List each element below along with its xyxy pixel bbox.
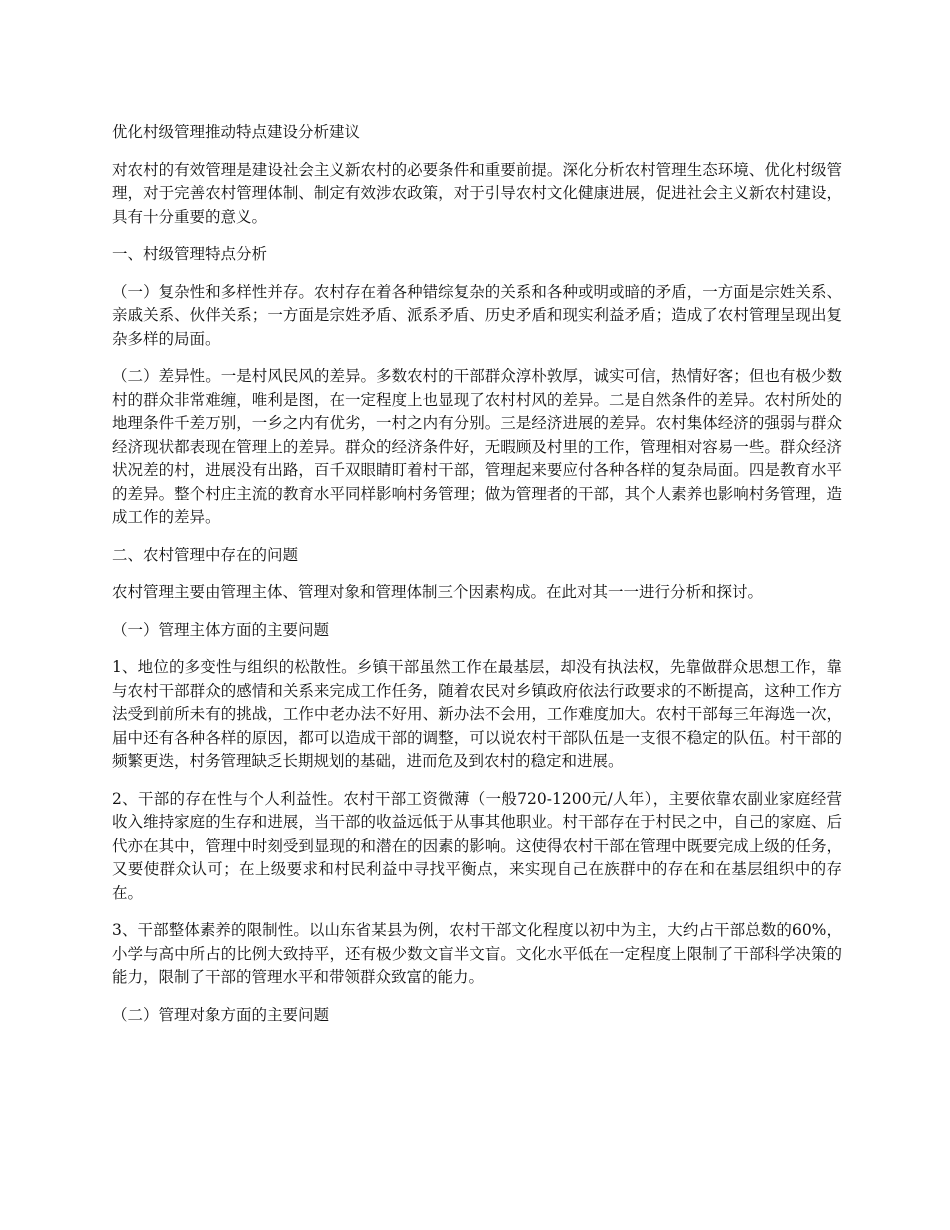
- section-2-intro: 农村管理主要由管理主体、管理对象和管理体制三个因素构成。在此对其一一进行分析和探讨。: [112, 583, 764, 601]
- subsection-heading-object: （二）管理对象方面的主要问题: [112, 1005, 330, 1024]
- point-2-paragraph: 2、干部的存在性与个人利益性。农村干部工资微薄（一般720-1200元/人年），主要依靠农副业家庭经营收入维持家庭的生存和进展，当干部的收益远低于从事其他职业。村干部存在于村民之中，自己的家庭、后代亦在其中，管理中时刻受到显现的和潜在的因素的影响。这使得农村干部在管理中既要完成上级的任务，又要使群众认可；在上级要求和村民利益中寻找平衡点，来实现自己在族群中的存在和在基层组织中的存在。: [112, 789, 842, 902]
- point-1-paragraph: 1、地位的多变性与组织的松散性。乡镇干部虽然工作在最基层，却没有执法权，先靠做群众思想工作，靠与农村干部群众的感情和关系来完成工作任务，随着农民对乡镇政府依法行政要求的不断提高，这种工作方法受到前所未有的挑战，工作中老办法不好用、新办法不会用，工作难度加大。农村干部每三年海选一次，届中还有各种各样的原因，都可以造成干部的调整，可以说农村干部队伍是一支很不稳定的队伍。村干部的频繁更迭，村务管理缺乏长期规划的基础，进而危及到农村的稳定和进展。: [112, 658, 842, 770]
- point-3-paragraph: 3、干部整体素养的限制性。以山东省某县为例，农村干部文化程度以初中为主，大约占干部总数的60%，小学与高中所占的比例大致持平，还有极少数文盲半文盲。文化水平低在一定程度上限制了干部科学决策的能力，限制了干部的管理水平和带领群众致富的能力。: [112, 921, 842, 986]
- section-heading-1: 一、村级管理特点分析: [112, 245, 268, 263]
- document-page: [112, 121, 842, 1041]
- subsection-heading-subject: （一）管理主体方面的主要问题: [112, 620, 330, 639]
- document-title: 优化村级管理推动特点建设分析建议: [112, 123, 361, 141]
- subsection-complexity: （一）复杂性和多样性并存。农村存在着各种错综复杂的关系和各种或明或暗的矛盾，一方面是宗姓关系、亲戚关系、伙伴关系；一方面是宗姓矛盾、派系矛盾、历史矛盾和现实利益矛盾；造成了农村管理呈现出复杂多样的局面。: [112, 282, 842, 348]
- section-heading-2: 二、农村管理中存在的问题: [112, 545, 299, 564]
- intro-paragraph: 对农村的有效管理是建设社会主义新农村的必要条件和重要前提。深化分析农村管理生态环境、优化村级管理，对于完善农村管理体制、制定有效涉农政策，对于引导农村文化健康进展，促进社会主义新农村建设，具有十分重要的意义。: [112, 160, 842, 226]
- subsection-difference: （二）差异性。一是村风民风的差异。多数农村的干部群众淳朴敦厚，诚实可信，热情好客；但也有极少数村的群众非常难缠，唯利是图，在一定程度上也显现了农村村风的差异。二是自然条件的差异。农村所处的地理条件千差万别，一乡之内有优劣，一村之内有分别。三是经济进展的差异。农村集体经济的强弱与群众经济现状都表现在管理上的差异。群众的经济条件好，无暇顾及村里的工作，管理相对容易一些。群众经济状况差的村，进展没有出路，百千双眼睛盯着村干部，管理起来要应付各种各样的复杂局面。四是教育水平的差异。整个村庄主流的教育水平同样影响村务管理；做为管理者的干部，其个人素养也影响村务管理，造成工作的差异。: [112, 367, 842, 526]
